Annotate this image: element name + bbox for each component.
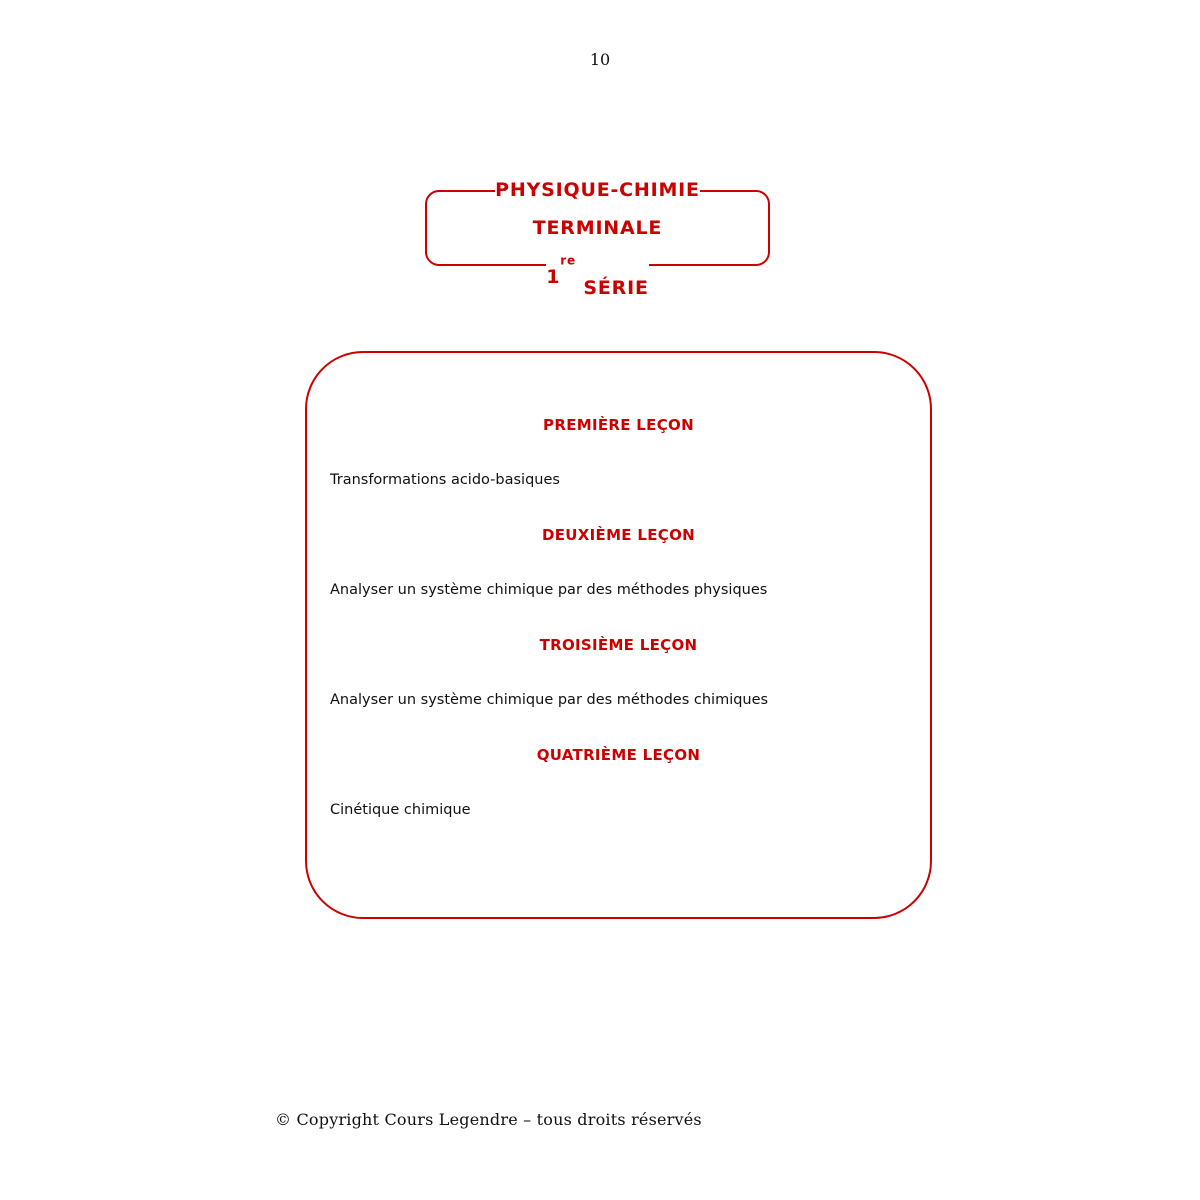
course-title-line3 bbox=[427, 244, 768, 299]
series-number: 1 bbox=[546, 266, 561, 288]
lesson-2-heading: DEUXIÈME LEÇON bbox=[542, 525, 695, 544]
course-subject-label: PHYSIQUE-CHIMIE bbox=[495, 179, 700, 201]
course-title-line2 bbox=[427, 217, 768, 239]
course-title-line1 bbox=[427, 179, 768, 212]
lesson-4-heading: QUATRIÈME LEÇON bbox=[536, 745, 701, 764]
course-level-label: TERMINALE bbox=[532, 217, 663, 239]
lessons-outline-box bbox=[305, 351, 932, 919]
course-series-label bbox=[546, 253, 649, 299]
series-word: SÉRIE bbox=[576, 266, 649, 288]
series-ordinal-suffix: re bbox=[560, 253, 576, 268]
lesson-1-description: Transformations acido-basiques bbox=[330, 471, 560, 488]
page-number: 10 bbox=[589, 50, 611, 69]
lesson-1-heading: PREMIÈRE LEÇON bbox=[543, 415, 694, 434]
lesson-2-description: Analyser un système chimique par des méthodes physiques bbox=[330, 581, 768, 598]
lesson-4-description: Cinétique chimique bbox=[330, 801, 471, 818]
course-title-box bbox=[425, 179, 770, 299]
lesson-3-description: Analyser un système chimique par des méthodes chimiques bbox=[330, 691, 769, 708]
copyright-footer: © Copyright Cours Legendre – tous droits réservés bbox=[275, 1110, 702, 1129]
lesson-3-heading: TROISIÈME LEÇON bbox=[539, 635, 698, 654]
